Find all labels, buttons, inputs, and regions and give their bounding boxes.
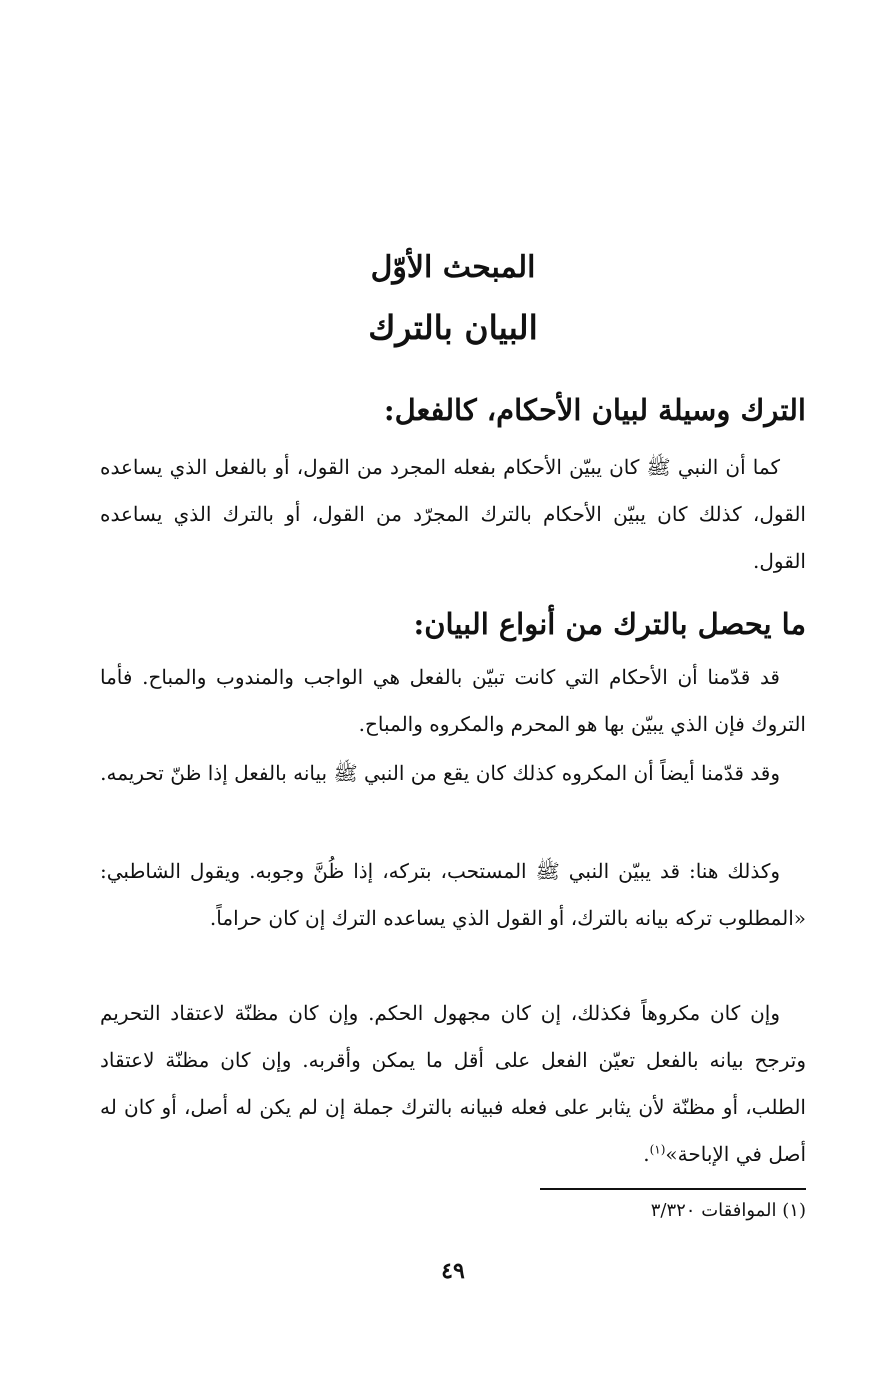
paragraph-shatibi-quote-text: وإن كان مكروهاً فكذلك، إن كان مجهول الحكم. وإن كان مظنّة لاعتقاد التحريم وترجح بيانه بالفعل تعيّن الفعل على أقل ما يمكن وأقربه. وإن كان مظنّة لاعتقاد الطلب، أو مظنّة لأن يثابر على فعله فبيانه بالترك جملة إن لم يكن له أصل، أو كان له أصل في الإباحة» [100,1001,806,1166]
book-page [100,0,806,1379]
paragraph-makruh: وقد قدّمنا أيضاً أن المكروه كذلك كان يقع من النبي ﷺ بيانه بالفعل إذا ظنّ تحريمه. [100,761,780,785]
section-heading-tark-as-means: الترك وسيلة لبيان الأحكام، كالفعل: [383,393,806,427]
chapter-title: المبحث الأوّل [370,250,536,285]
footnote [100,1196,806,1226]
page-number: ٤٩ [441,1258,465,1284]
paragraph-tark-intro: كما أن النبي ﷺ كان يبيّن الأحكام بفعله المجرد من القول، أو بالفعل الذي يساعده القول، كذلك كان يبيّن الأحكام بالترك المجرّد من القول، أو بالترك الذي يساعده القول. [100,455,806,573]
footnote-marker: (١) [782,1200,806,1221]
paragraph-rulings-explained: قد قدّمنا أن الأحكام التي كانت تبيّن بالفعل هي الواجب والمندوب والمباح. فأما التروك فإن الذي يبيّن بها هو المحرم والمكروه والمباح. [100,665,806,736]
chapter-subtitle: البيان بالترك [368,308,538,347]
footnote-text: الموافقات ٣/٣٢٠ [650,1200,777,1221]
paragraph-end-period: . [643,1142,650,1166]
footnote-reference-marker[interactable]: (١) [649,1142,666,1157]
paragraph-shatibi-quote-end [100,990,806,1178]
section-heading-types-of-bayan: ما يحصل بالترك من أنواع البيان: [413,607,806,641]
paragraph-shatibi-quote-start: وكذلك هنا: قد يبيّن النبي ﷺ المستحب، بتركه، إذا ظُنَّ وجوبه. ويقول الشاطبي: «المطلوب تركه بيانه بالترك، أو القول الذي يساعده الترك إن كان حراماً. [100,859,806,930]
footnote-divider [540,1188,806,1190]
